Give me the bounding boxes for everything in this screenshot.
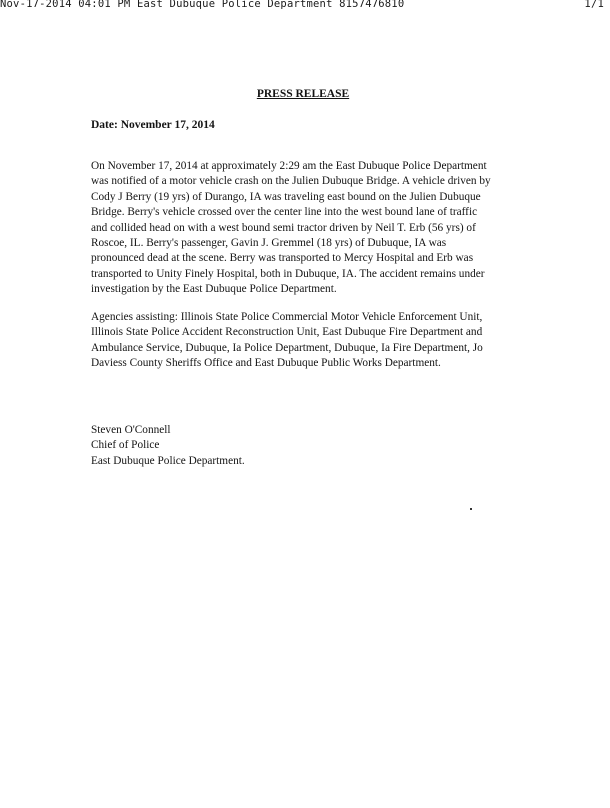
signature-block <box>91 423 245 469</box>
incident-line: transported to Unity Finely Hospital, both in Dubuque, IA. The accident remains under <box>91 267 485 280</box>
incident-line: pronounced dead at the scene. Berry was transported to Mercy Hospital and Erb was <box>91 252 474 265</box>
incident-paragraph <box>91 159 531 298</box>
agencies-line: Daviess County Sheriffs Office and East Dubuque Public Works Department. <box>91 357 441 370</box>
scan-speck <box>470 508 472 510</box>
agencies-line: Ambulance Service, Dubuque, Ia Police Department, Dubuque, Ia Fire Department, Jo <box>91 341 483 354</box>
signatory-department: East Dubuque Police Department. <box>91 454 245 467</box>
fax-header-transmission-info: Nov-17-2014 04:01 PM East Dubuque Police Department 8157476810 <box>0 0 405 10</box>
release-date: Date: November 17, 2014 <box>91 119 215 131</box>
press-release-title <box>0 87 610 102</box>
incident-line: Roscoe, IL. Berry's passenger, Gavin J. Gremmel (18 yrs) of Dubuque, IA was <box>91 237 447 250</box>
incident-line: was notified of a motor vehicle crash on the Julien Dubuque Bridge. A vehicle driven by <box>91 175 491 188</box>
press-release-title-text: PRESS RELEASE <box>256 88 350 100</box>
incident-line: Bridge. Berry's vehicle crossed over the center line into the west bound lane of traffic <box>91 206 478 219</box>
fax-header-page-count: 1/1 <box>584 0 604 10</box>
incident-line: Cody J Berry (19 yrs) of Durango, IA was traveling east bound on the Julien Dubuque <box>91 190 481 203</box>
agencies-paragraph <box>91 310 531 372</box>
agencies-line: Illinois State Police Accident Reconstruction Unit, East Dubuque Fire Department and <box>91 326 483 339</box>
fax-header <box>0 0 610 14</box>
signatory-name: Steven O'Connell <box>91 424 171 436</box>
agencies-line: Agencies assisting: Illinois State Police Commercial Motor Vehicle Enforcement Unit, <box>91 311 483 323</box>
incident-line: investigation by the East Dubuque Police Department. <box>91 283 337 296</box>
incident-line: On November 17, 2014 at approximately 2:29 am the East Dubuque Police Department <box>91 160 487 172</box>
signatory-title: Chief of Police <box>91 439 160 452</box>
incident-line: and collided head on with a west bound semi tractor driven by Neil T. Erb (56 yrs) of <box>91 221 476 234</box>
